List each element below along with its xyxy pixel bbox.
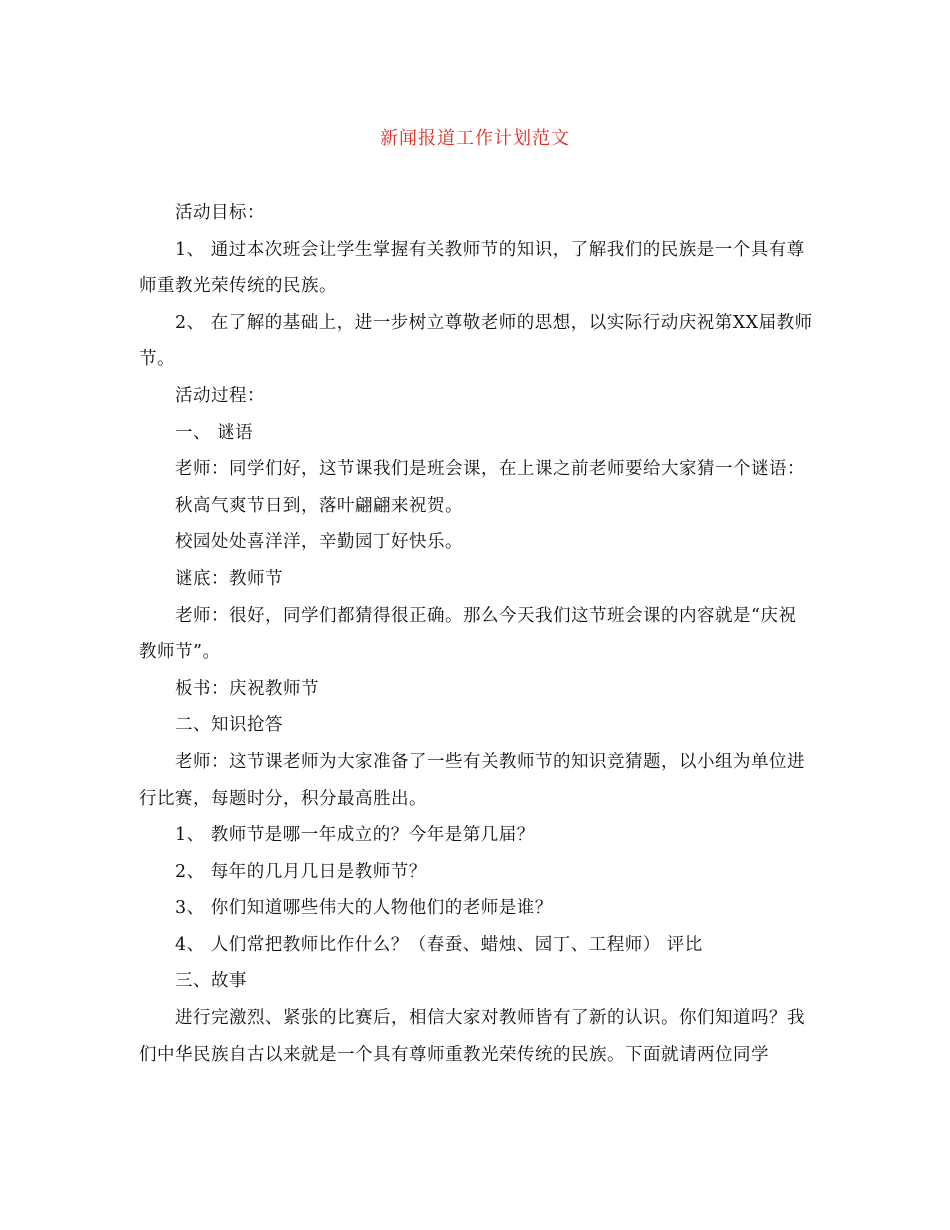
paragraph-quiz-question-2: 2、 每年的几月几日是教师节？ (175, 861, 427, 882)
paragraph-riddle-line-2: 校园处处喜洋洋，辛勤园丁好快乐。 (175, 532, 463, 553)
paragraph-riddle-answer: 谜底：教师节 (175, 568, 283, 589)
paragraph-blackboard: 板书：庆祝教师节 (175, 678, 319, 699)
paragraph-story-intro: 进行完激烈、紧张的比赛后，相信大家对教师皆有了新的认识。你们知道吗？我们中华民族自古以来就是一个具有尊师重教光荣传统的民族。下面就请两位同学 (139, 1008, 805, 1065)
paragraph-section-story: 三、故事 (175, 971, 247, 992)
paragraph-quiz-question-4: 4、 人们常把教师比作什么？（春蚕、蜡烛、园丁、工程师） 评比 (175, 934, 703, 955)
paragraph-teacher-quiz-intro: 老师：这节课老师为大家准备了一些有关教师节的知识竞猜题，以小组为单位进行比赛，每题时分，积分最高胜出。 (139, 751, 805, 809)
paragraph-activity-process-heading: 活动过程： (175, 385, 265, 406)
paragraph-quiz-question-1: 1、 教师节是哪一年成立的？今年是第几届？ (175, 825, 535, 846)
paragraph-activity-goal-heading: 活动目标： (175, 203, 265, 223)
paragraph-section-quiz: 二、知识抢答 (175, 715, 283, 736)
paragraph-goal-2: 2、 在了解的基础上，进一步树立尊敬老师的思想，以实际行动庆祝第XX届教师节。 (139, 312, 813, 370)
paragraph-quiz-question-3: 3、 你们知道哪些伟大的人物他们的老师是谁？ (175, 898, 553, 919)
paragraph-riddle-line-1: 秋高气爽节日到，落叶翩翩来祝贺。 (175, 495, 463, 516)
document-body (139, 195, 813, 1073)
paragraph-section-riddle: 一、 谜语 (175, 422, 254, 443)
paragraph-teacher-response: 老师：很好，同学们都猜得很正确。那么今天我们这节班会课的内容就是“庆祝教师节”。 (139, 605, 797, 663)
paragraph-teacher-riddle-intro: 老师：同学们好，这节课我们是班会课，在上课之前老师要给大家猜一个谜语： (175, 459, 805, 480)
document-title: 新闻报道工作计划范文 (380, 128, 570, 149)
paragraph-goal-1: 1、 通过本次班会让学生掌握有关教师节的知识，了解我们的民族是一个具有尊师重教光荣传统的民族。 (139, 239, 805, 297)
